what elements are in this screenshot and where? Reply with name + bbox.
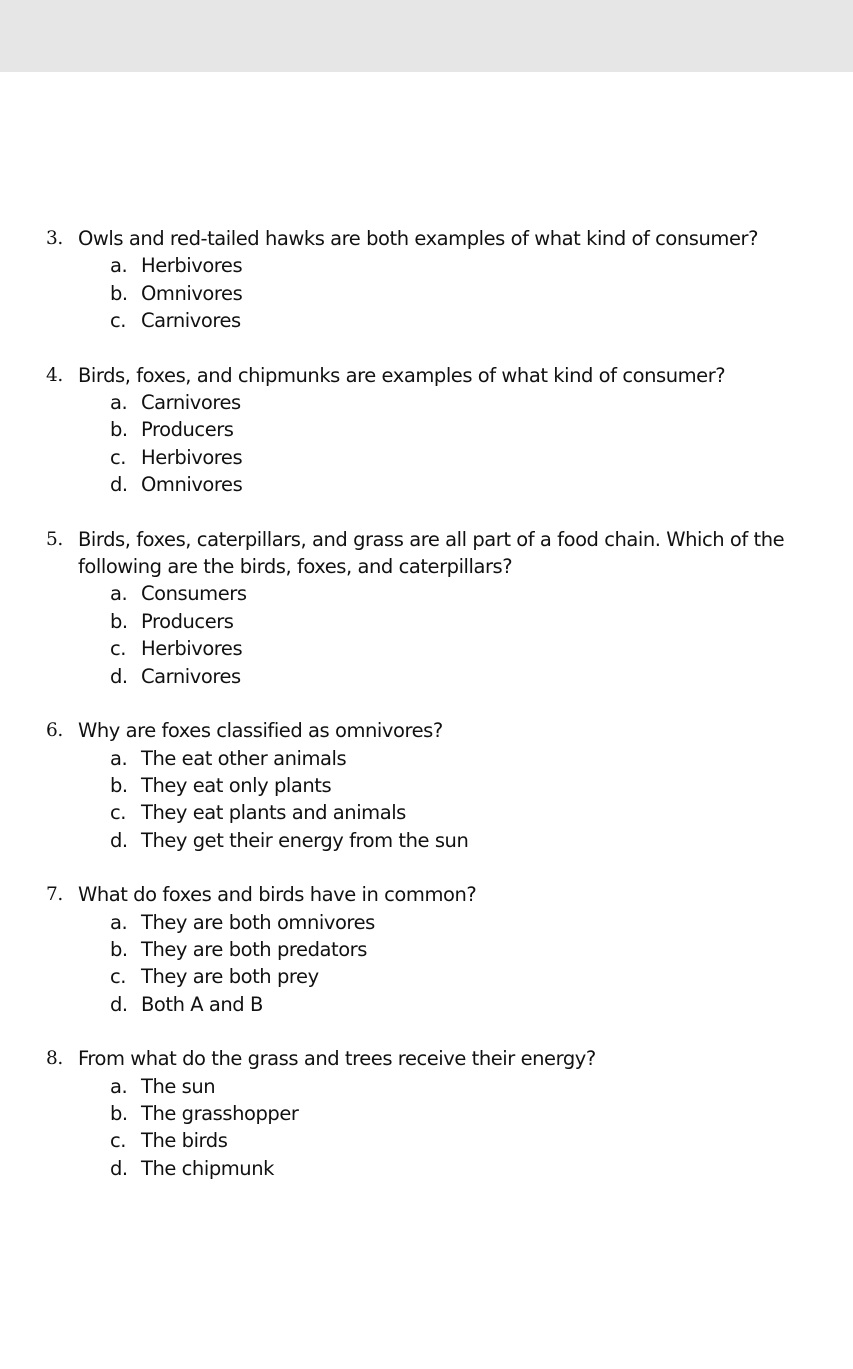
option-letter: c. <box>110 445 127 469</box>
answer-option <box>0 1155 853 1182</box>
option-letter: a. <box>110 1074 128 1098</box>
option-letter: a. <box>110 910 128 934</box>
answer-option <box>0 416 853 443</box>
option-text: Herbivores <box>141 637 243 661</box>
option-text: Herbivores <box>141 254 243 278</box>
answer-option <box>0 389 853 416</box>
question-text-row <box>0 881 823 908</box>
question-number: 5. <box>46 528 63 550</box>
option-letter: b. <box>110 281 128 305</box>
option-text: They get their energy from the sun <box>141 828 469 852</box>
question-text-row <box>0 225 823 252</box>
option-letter: b. <box>110 937 128 961</box>
answer-option <box>0 252 853 279</box>
answer-option <box>0 663 853 690</box>
question-number: 6. <box>46 720 63 742</box>
option-text: The sun <box>141 1074 216 1098</box>
option-text: The birds <box>141 1129 228 1153</box>
answer-option <box>0 280 853 307</box>
option-letter: b. <box>110 418 128 442</box>
answer-option <box>0 827 853 854</box>
answer-option <box>0 772 853 799</box>
option-letter: d. <box>110 473 128 497</box>
option-text: Omnivores <box>141 473 243 497</box>
option-text: Producers <box>141 609 234 633</box>
option-letter: c. <box>110 1129 127 1153</box>
answer-option <box>0 936 853 963</box>
answer-options <box>0 580 853 690</box>
option-letter: c. <box>110 965 127 989</box>
answer-option <box>0 745 853 772</box>
question-text-row <box>0 362 823 389</box>
question-6 <box>0 717 853 854</box>
option-text: Omnivores <box>141 281 243 305</box>
answer-options <box>0 389 853 499</box>
option-text: They are both prey <box>141 965 319 989</box>
answer-option <box>0 307 853 334</box>
answer-option <box>0 909 853 936</box>
question-number: 4. <box>46 364 63 386</box>
answer-option <box>0 608 853 635</box>
answer-option <box>0 580 853 607</box>
option-text: They are both omnivores <box>141 910 375 934</box>
question-text: What do foxes and birds have in common? <box>78 883 477 907</box>
question-number: 7. <box>46 884 63 906</box>
option-text: Carnivores <box>141 391 241 415</box>
option-text: They eat plants and animals <box>141 801 406 825</box>
option-text: Both A and B <box>141 992 263 1016</box>
question-text: Birds, foxes, and chipmunks are examples of what kind of consumer? <box>78 363 726 387</box>
top-gray-band <box>0 0 853 72</box>
option-letter: a. <box>110 254 128 278</box>
option-letter: d. <box>110 992 128 1016</box>
option-letter: b. <box>110 1101 128 1125</box>
question-text-row <box>0 526 823 581</box>
answer-option <box>0 1127 853 1154</box>
question-8 <box>0 1045 853 1182</box>
question-text: From what do the grass and trees receive their energy? <box>78 1047 596 1071</box>
answer-option <box>0 991 853 1018</box>
option-text: The grasshopper <box>141 1101 299 1125</box>
option-letter: a. <box>110 582 128 606</box>
question-number: 3. <box>46 228 63 249</box>
option-text: The chipmunk <box>141 1156 274 1180</box>
answer-option <box>0 963 853 990</box>
question-5 <box>0 526 853 690</box>
answer-options <box>0 252 853 334</box>
option-letter: d. <box>110 664 128 688</box>
option-text: They eat only plants <box>141 773 332 797</box>
answer-options <box>0 745 853 855</box>
option-text: They are both predators <box>141 937 367 961</box>
option-letter: a. <box>110 391 128 415</box>
option-letter: b. <box>110 773 128 797</box>
question-text: Why are foxes classified as omnivores? <box>78 719 443 743</box>
option-letter: c. <box>110 637 127 661</box>
option-letter: c. <box>110 801 127 825</box>
answer-option <box>0 1073 853 1100</box>
question-7 <box>0 881 853 1018</box>
question-text-row <box>0 1045 823 1072</box>
option-letter: d. <box>110 828 128 852</box>
option-letter: b. <box>110 609 128 633</box>
answer-option <box>0 799 853 826</box>
option-letter: c. <box>110 309 127 333</box>
question-4 <box>0 362 853 499</box>
answer-options <box>0 1073 853 1183</box>
question-3 <box>0 225 853 335</box>
question-number: 8. <box>46 1048 63 1070</box>
option-text: Producers <box>141 418 234 442</box>
question-text: Birds, foxes, caterpillars, and grass are all part of a food chain. Which of the following are the birds, foxes, and caterpillars? <box>78 527 785 579</box>
option-text: Consumers <box>141 582 247 606</box>
answer-option <box>0 1100 853 1127</box>
answer-option <box>0 444 853 471</box>
option-text: Carnivores <box>141 309 241 333</box>
answer-option <box>0 635 853 662</box>
answer-options <box>0 909 853 1019</box>
question-text-row <box>0 717 823 744</box>
question-text: Owls and red-tailed hawks are both examples of what kind of consumer? <box>78 227 758 250</box>
option-letter: a. <box>110 746 128 770</box>
option-text: Herbivores <box>141 445 243 469</box>
answer-option <box>0 471 853 498</box>
option-letter: d. <box>110 1156 128 1180</box>
option-text: The eat other animals <box>141 746 347 770</box>
quiz-questions <box>0 225 853 1209</box>
option-text: Carnivores <box>141 664 241 688</box>
